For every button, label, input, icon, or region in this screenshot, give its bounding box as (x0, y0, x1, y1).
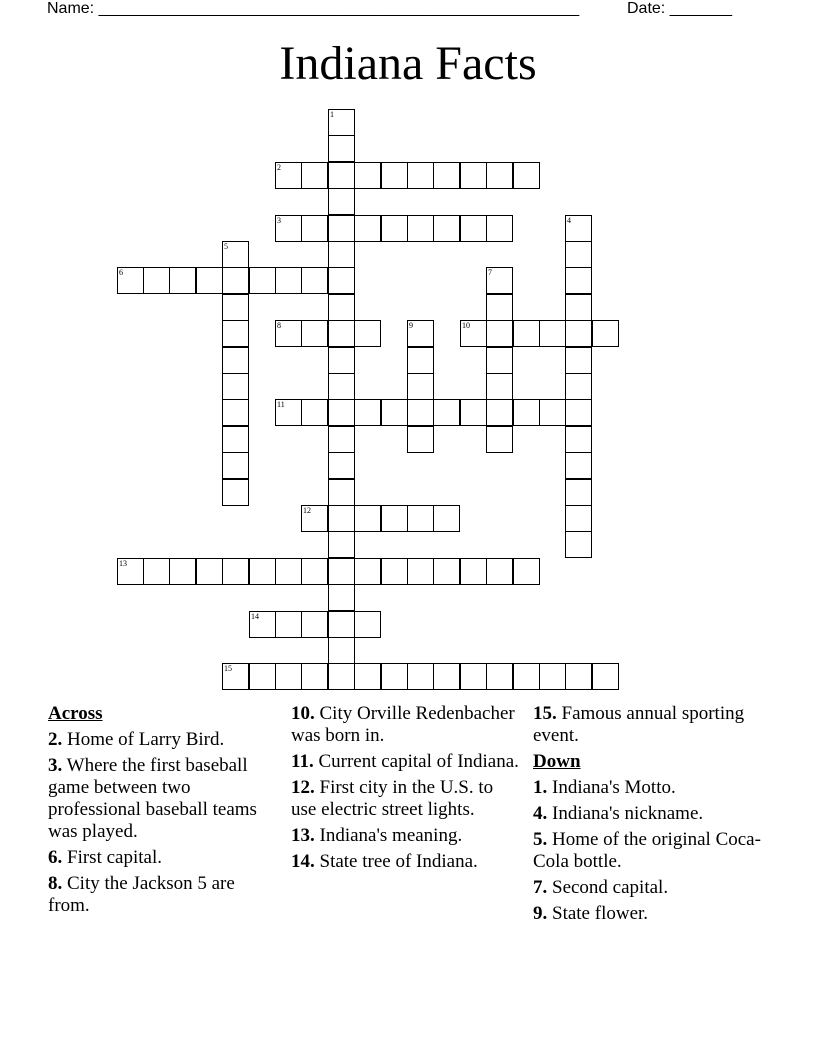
page-title: Indiana Facts (279, 37, 537, 90)
crossword-cell[interactable] (222, 558, 249, 585)
crossword-cell[interactable] (328, 399, 355, 426)
cell-clue-number: 6 (119, 268, 123, 277)
clue-column-3 (533, 703, 773, 929)
clue-across-12 (291, 777, 523, 821)
crossword-cell[interactable] (249, 558, 276, 585)
crossword-cell[interactable] (565, 320, 592, 347)
crossword-cell[interactable] (433, 663, 460, 690)
crossword-cell[interactable] (407, 558, 434, 585)
crossword-cell[interactable] (222, 267, 249, 294)
cell-clue-number: 4 (567, 216, 571, 225)
crossword-cell[interactable] (565, 505, 592, 532)
date-field-label: Date: _______ (627, 0, 732, 17)
crossword-cell[interactable] (565, 426, 592, 453)
clue-text: Where the first baseball game between two professional baseball teams was played. (48, 755, 257, 842)
clue-number: 8. (48, 873, 63, 894)
crossword-cell[interactable] (565, 294, 592, 321)
cell-clue-number: 10 (462, 321, 470, 330)
crossword-cell[interactable] (539, 399, 566, 426)
crossword-cell[interactable] (328, 479, 355, 506)
clue-text: Indiana's nickname. (552, 803, 704, 824)
crossword-cell[interactable] (117, 558, 144, 585)
crossword-cell[interactable] (565, 399, 592, 426)
crossword-cell[interactable] (433, 558, 460, 585)
cell-clue-number: 13 (119, 559, 127, 568)
crossword-cell[interactable] (433, 505, 460, 532)
crossword-cell[interactable] (117, 267, 144, 294)
crossword-cell[interactable] (249, 663, 276, 690)
crossword-cell[interactable] (513, 399, 540, 426)
clue-number: 10. (291, 703, 315, 724)
crossword-cell[interactable] (354, 320, 381, 347)
crossword-cell[interactable] (222, 479, 249, 506)
clue-across-8 (48, 873, 280, 917)
clue-number: 14. (291, 851, 315, 872)
crossword-cell[interactable] (381, 399, 408, 426)
crossword-cell[interactable] (565, 452, 592, 479)
clue-number: 5. (533, 829, 548, 850)
crossword-cell[interactable] (328, 531, 355, 558)
crossword-cell[interactable] (222, 320, 249, 347)
crossword-cell[interactable] (513, 320, 540, 347)
crossword-cell[interactable] (592, 320, 619, 347)
down-heading: Down (533, 751, 581, 772)
crossword-cell[interactable] (328, 162, 355, 189)
cell-clue-number: 8 (277, 321, 281, 330)
crossword-cell[interactable] (486, 399, 513, 426)
clue-text: Famous annual sporting event. (533, 703, 745, 746)
clue-column-2 (291, 703, 523, 877)
name-field-label: Name: ______________________________________________________ (47, 0, 580, 17)
crossword-cell[interactable] (460, 162, 487, 189)
clue-number: 7. (533, 877, 548, 898)
clue-down-1 (533, 777, 773, 799)
crossword-cell[interactable] (222, 426, 249, 453)
clue-number: 11. (291, 751, 314, 772)
crossword-cell[interactable] (301, 162, 328, 189)
crossword-cell[interactable] (328, 215, 355, 242)
crossword-cell[interactable] (486, 267, 513, 294)
clue-number: 3. (48, 755, 63, 776)
clue-text: First city in the U.S. to use electric street lights. (291, 777, 494, 820)
crossword-cell[interactable] (301, 558, 328, 585)
clue-down-9 (533, 903, 773, 925)
crossword-cell[interactable] (354, 663, 381, 690)
crossword-cell[interactable] (354, 162, 381, 189)
crossword-cell[interactable] (354, 558, 381, 585)
crossword-cell[interactable] (486, 294, 513, 321)
crossword-cell[interactable] (513, 663, 540, 690)
crossword-cell[interactable] (565, 531, 592, 558)
crossword-cell[interactable] (301, 267, 328, 294)
crossword-cell[interactable] (354, 215, 381, 242)
crossword-cell[interactable] (486, 347, 513, 374)
crossword-cell[interactable] (486, 162, 513, 189)
crossword-cell[interactable] (433, 162, 460, 189)
crossword-cell[interactable] (407, 347, 434, 374)
crossword-cell[interactable] (565, 241, 592, 268)
crossword-cell[interactable] (222, 399, 249, 426)
crossword-cell[interactable] (539, 320, 566, 347)
crossword-cell[interactable] (486, 320, 513, 347)
crossword-cell[interactable] (328, 267, 355, 294)
crossword-cell[interactable] (407, 505, 434, 532)
crossword-cell[interactable] (354, 505, 381, 532)
crossword-cell[interactable] (565, 663, 592, 690)
clue-down-5 (533, 829, 773, 873)
crossword-cell[interactable] (301, 320, 328, 347)
crossword-cell[interactable] (407, 426, 434, 453)
cell-clue-number: 11 (277, 400, 285, 409)
crossword-cell[interactable] (354, 611, 381, 638)
clue-across-14 (291, 851, 523, 873)
crossword-cell[interactable] (328, 109, 355, 136)
clue-across-6 (48, 847, 280, 869)
crossword-cell[interactable] (275, 399, 302, 426)
crossword-cell[interactable] (222, 663, 249, 690)
crossword-cell[interactable] (407, 162, 434, 189)
cell-clue-number: 3 (277, 216, 281, 225)
clue-text: City Orville Redenbacher was born in. (291, 703, 515, 746)
clue-text: State flower. (552, 903, 649, 924)
crossword-cell[interactable] (301, 505, 328, 532)
clue-down-7 (533, 877, 773, 899)
crossword-cell[interactable] (592, 663, 619, 690)
crossword-cell[interactable] (301, 611, 328, 638)
clue-text: Indiana's Motto. (552, 777, 676, 798)
clue-across-2 (48, 729, 280, 751)
cell-clue-number: 1 (330, 110, 334, 119)
crossword-cell[interactable] (275, 320, 302, 347)
crossword-cell[interactable] (275, 267, 302, 294)
clue-across-13 (291, 825, 523, 847)
crossword-cell[interactable] (486, 558, 513, 585)
crossword-cell[interactable] (486, 215, 513, 242)
crossword-cell[interactable] (460, 320, 487, 347)
crossword-cell[interactable] (328, 663, 355, 690)
clue-number: 6. (48, 847, 63, 868)
cell-clue-number: 9 (409, 321, 413, 330)
crossword-cell[interactable] (565, 267, 592, 294)
crossword-cell[interactable] (196, 267, 223, 294)
crossword-cell[interactable] (196, 558, 223, 585)
crossword-cell[interactable] (328, 188, 355, 215)
crossword-cell[interactable] (328, 584, 355, 611)
clue-number: 12. (291, 777, 315, 798)
crossword-cell[interactable] (222, 347, 249, 374)
clue-text: Second capital. (552, 877, 669, 898)
cell-clue-number: 5 (224, 242, 228, 251)
clue-number: 13. (291, 825, 315, 846)
clue-text: Home of Larry Bird. (67, 729, 225, 750)
crossword-cell[interactable] (275, 663, 302, 690)
clue-text: First capital. (67, 847, 162, 868)
cell-clue-number: 15 (224, 664, 232, 673)
clue-across-10 (291, 703, 523, 747)
crossword-cell[interactable] (433, 215, 460, 242)
crossword-cell[interactable] (222, 452, 249, 479)
clue-number: 2. (48, 729, 63, 750)
crossword-cell[interactable] (460, 663, 487, 690)
crossword-cell[interactable] (328, 347, 355, 374)
crossword-cell[interactable] (565, 347, 592, 374)
crossword-cell[interactable] (328, 426, 355, 453)
crossword-cell[interactable] (222, 241, 249, 268)
crossword-cell[interactable] (328, 241, 355, 268)
cell-clue-number: 12 (303, 506, 311, 515)
clue-across-3 (48, 755, 280, 843)
crossword-cell[interactable] (328, 558, 355, 585)
crossword-cell[interactable] (460, 399, 487, 426)
crossword-cell[interactable] (275, 215, 302, 242)
crossword-cell[interactable] (486, 426, 513, 453)
crossword-cell[interactable] (301, 399, 328, 426)
crossword-cell[interactable] (328, 320, 355, 347)
crossword-cell[interactable] (565, 215, 592, 242)
crossword-cell[interactable] (460, 558, 487, 585)
clue-down-4 (533, 803, 773, 825)
across-heading: Across (48, 703, 103, 724)
crossword-cell[interactable] (301, 663, 328, 690)
crossword-cell[interactable] (222, 294, 249, 321)
clue-number: 1. (533, 777, 548, 798)
clue-text: Home of the original Coca-Cola bottle. (533, 829, 761, 872)
crossword-cell[interactable] (249, 611, 276, 638)
clue-across-11 (291, 751, 523, 773)
crossword-cell[interactable] (143, 558, 170, 585)
crossword-cell[interactable] (407, 373, 434, 400)
crossword-cell[interactable] (381, 558, 408, 585)
crossword-cell[interactable] (407, 320, 434, 347)
crossword-cell[interactable] (354, 399, 381, 426)
crossword-cell[interactable] (381, 663, 408, 690)
clue-number: 4. (533, 803, 548, 824)
crossword-cell[interactable] (328, 373, 355, 400)
clue-across-15 (533, 703, 773, 747)
crossword-cell[interactable] (513, 162, 540, 189)
clue-column-1 (48, 703, 280, 921)
crossword-cell[interactable] (407, 663, 434, 690)
crossword-cell[interactable] (328, 135, 355, 162)
crossword-cell[interactable] (328, 452, 355, 479)
clue-text: Indiana's meaning. (319, 825, 463, 846)
cell-clue-number: 14 (251, 612, 259, 621)
clue-number: 9. (533, 903, 548, 924)
clue-text: City the Jackson 5 are from. (48, 873, 235, 916)
crossword-cell[interactable] (433, 399, 460, 426)
crossword-cell[interactable] (381, 215, 408, 242)
crossword-cell[interactable] (381, 505, 408, 532)
clue-text: Current capital of Indiana. (318, 751, 519, 772)
crossword-cell[interactable] (143, 267, 170, 294)
cell-clue-number: 7 (488, 268, 492, 277)
crossword-cell[interactable] (565, 373, 592, 400)
crossword-cell[interactable] (460, 215, 487, 242)
crossword-cell[interactable] (249, 267, 276, 294)
crossword-cell[interactable] (275, 611, 302, 638)
clue-text: State tree of Indiana. (319, 851, 478, 872)
cell-clue-number: 2 (277, 163, 281, 172)
crossword-cell[interactable] (169, 558, 196, 585)
crossword-cell[interactable] (275, 558, 302, 585)
crossword-cell[interactable] (513, 558, 540, 585)
crossword-cell[interactable] (328, 505, 355, 532)
crossword-cell[interactable] (381, 162, 408, 189)
crossword-cell[interactable] (407, 399, 434, 426)
crossword-cell[interactable] (486, 373, 513, 400)
crossword-cell[interactable] (486, 663, 513, 690)
crossword-cell[interactable] (328, 637, 355, 664)
crossword-cell[interactable] (565, 479, 592, 506)
crossword-cell[interactable] (169, 267, 196, 294)
crossword-cell[interactable] (328, 611, 355, 638)
crossword-cell[interactable] (539, 663, 566, 690)
clue-number: 15. (533, 703, 557, 724)
crossword-cell[interactable] (222, 373, 249, 400)
crossword-cell[interactable] (275, 162, 302, 189)
crossword-cell[interactable] (407, 215, 434, 242)
crossword-cell[interactable] (328, 294, 355, 321)
crossword-cell[interactable] (301, 215, 328, 242)
